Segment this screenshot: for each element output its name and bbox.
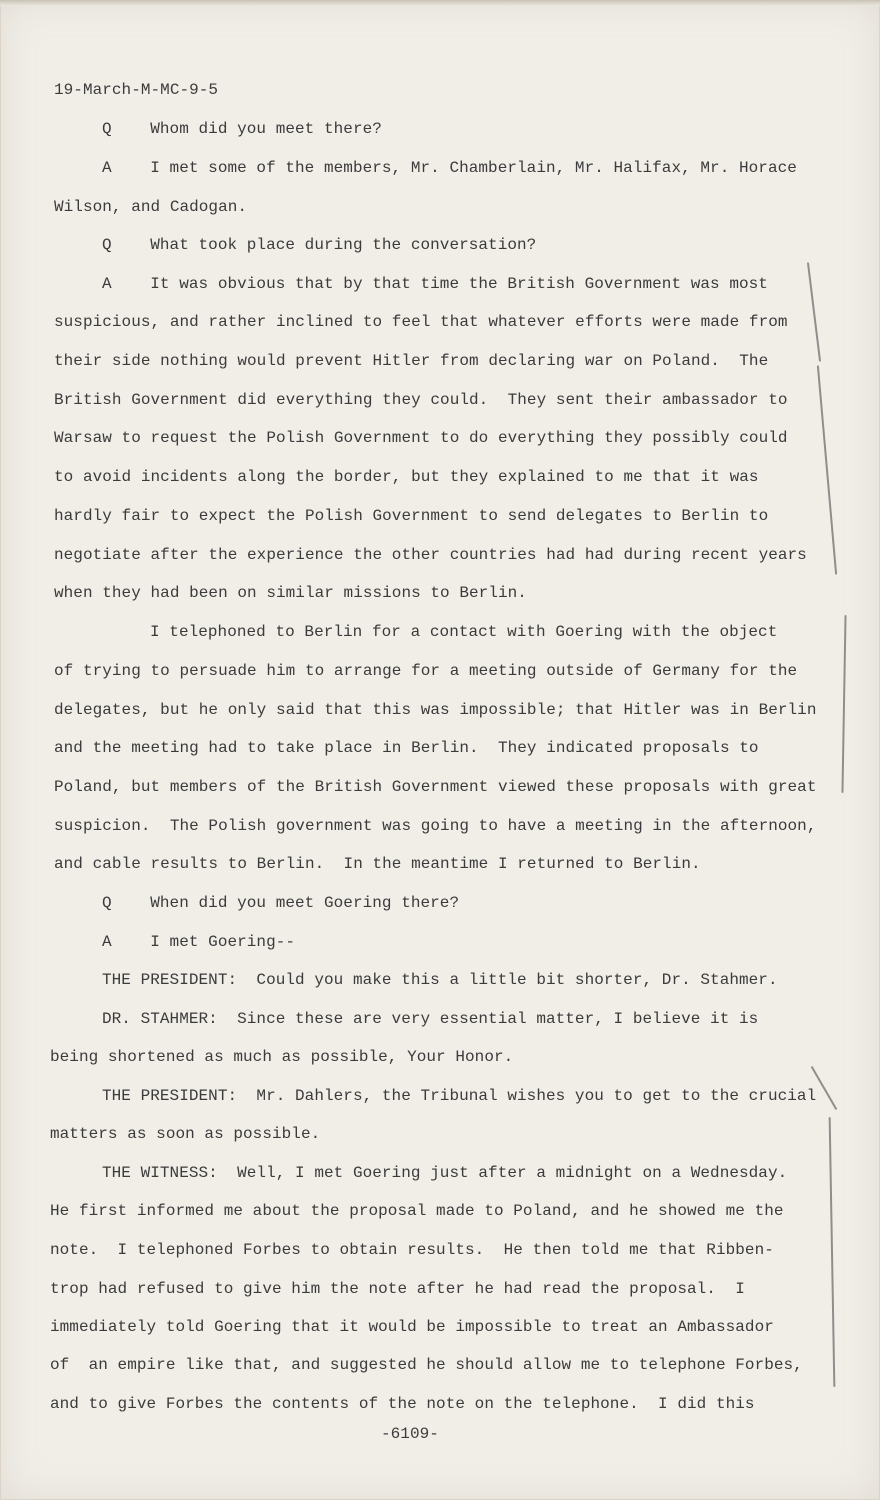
- transcript-line: Poland, but members of the British Government viewed these proposals with great: [54, 778, 817, 796]
- transcript-line: A It was obvious that by that time the British Government was most: [102, 275, 768, 293]
- transcript-line: and the meeting had to take place in Berlin. They indicated proposals to: [54, 739, 759, 757]
- page-number: -6109-: [381, 1425, 439, 1443]
- transcript-line: to avoid incidents along the border, but they explained to me that it was: [54, 468, 759, 486]
- transcript-line: DR. STAHMER: Since these are very essential matter, I believe it is: [102, 1010, 759, 1028]
- transcript-line: being shortened as much as possible, Your Honor.: [50, 1048, 514, 1066]
- transcript-line: of trying to persuade him to arrange for a meeting outside of Germany for the: [54, 662, 798, 680]
- transcript-line: THE PRESIDENT: Could you make this a little bit shorter, Dr. Stahmer.: [102, 971, 778, 989]
- page-top-edge: [0, 0, 880, 6]
- transcript-line: delegates, but he only said that this was impossible; that Hitler was in Berlin: [54, 701, 817, 719]
- transcript-line: of an empire like that, and suggested he should allow me to telephone Forbes,: [50, 1356, 803, 1374]
- margin-mark: [841, 615, 846, 793]
- transcript-line: immediately told Goering that it would be impossible to treat an Ambassador: [50, 1318, 774, 1336]
- transcript-line: THE WITNESS: Well, I met Goering just after a midnight on a Wednesday.: [102, 1164, 788, 1182]
- document-reference: 19-March-M-MC-9-5: [54, 81, 219, 99]
- transcript-line: suspicion. The Polish government was going to have a meeting in the afternoon,: [54, 817, 817, 835]
- transcript-line: Wilson, and Cadogan.: [54, 198, 248, 216]
- transcript-line: and to give Forbes the contents of the note on the telephone. I did this: [50, 1395, 755, 1413]
- transcript-line: negotiate after the experience the other countries had had during recent years: [54, 546, 807, 564]
- margin-mark: [829, 1117, 836, 1387]
- transcript-line: their side nothing would prevent Hitler from declaring war on Poland. The: [54, 352, 769, 370]
- transcript-line: trop had refused to give him the note after he had read the proposal. I: [50, 1280, 745, 1298]
- transcript-line: I telephoned to Berlin for a contact with Goering with the object: [150, 623, 778, 641]
- transcript-line: A I met some of the members, Mr. Chamberlain, Mr. Halifax, Mr. Horace: [102, 159, 797, 177]
- transcript-line: Warsaw to request the Polish Government to do everything they possibly could: [54, 429, 788, 447]
- margin-mark: [817, 365, 837, 574]
- margin-mark: [807, 262, 821, 361]
- transcript-line: Q Whom did you meet there?: [102, 120, 382, 138]
- transcript-line: Q What took place during the conversation?: [102, 236, 537, 254]
- transcript-line: matters as soon as possible.: [50, 1125, 321, 1143]
- transcript-line: note. I telephoned Forbes to obtain results. He then told me that Ribben-: [50, 1241, 774, 1259]
- transcript-line: A I met Goering--: [102, 933, 296, 951]
- transcript-line: suspicious, and rather inclined to feel that whatever efforts were made from: [54, 313, 788, 331]
- transcript-line: He first informed me about the proposal made to Poland, and he showed me the: [50, 1202, 784, 1220]
- transcript-line: when they had been on similar missions to Berlin.: [54, 584, 527, 602]
- transcript-line: Q When did you meet Goering there?: [102, 894, 460, 912]
- transcript-line: THE PRESIDENT: Mr. Dahlers, the Tribunal wishes you to get to the crucial: [102, 1087, 817, 1105]
- transcript-line: British Government did everything they could. They sent their ambassador to: [54, 391, 788, 409]
- transcript-line: hardly fair to expect the Polish Government to send delegates to Berlin to: [54, 507, 769, 525]
- transcript-line: and cable results to Berlin. In the meantime I returned to Berlin.: [54, 855, 701, 873]
